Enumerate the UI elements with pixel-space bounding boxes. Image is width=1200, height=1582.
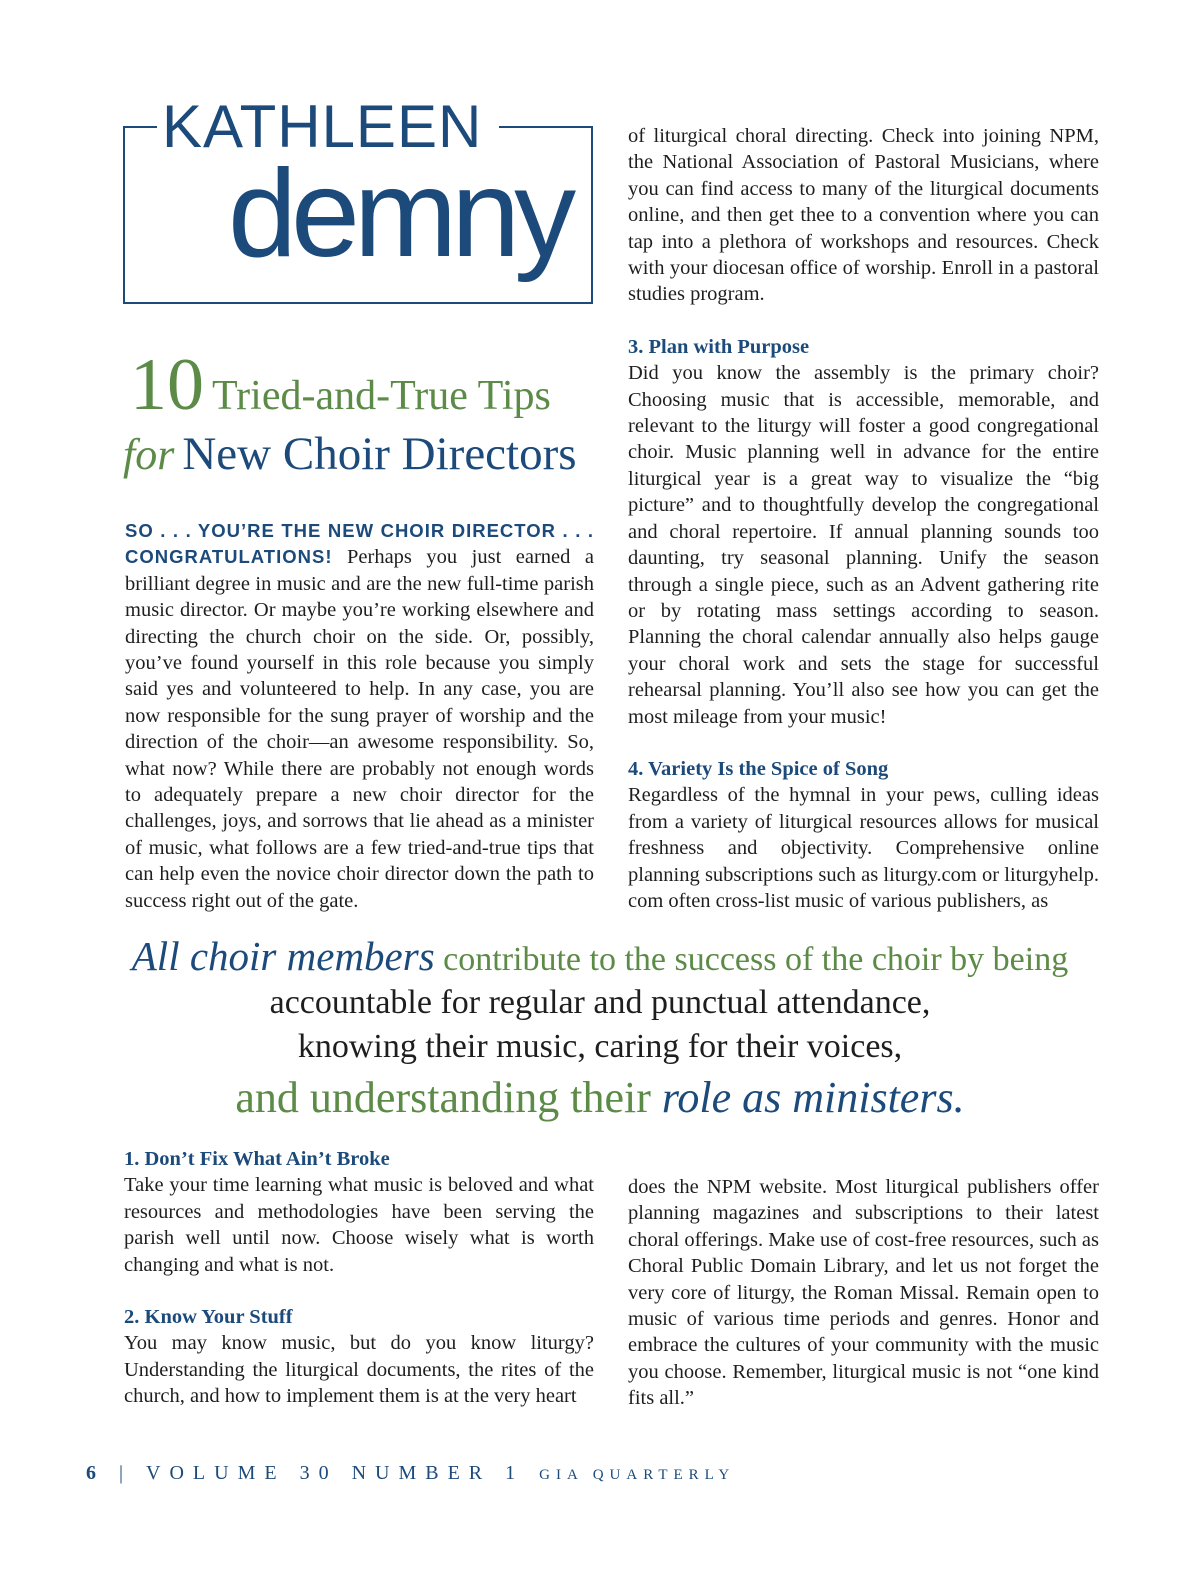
tip3-body: Did you know the assembly is the primary choir? Choosing music that is accessible, memorable, and relevant to the liturgy will foster a good congregational choir. Music planning well in advance for the entire liturgical year is a great way to visualize the “big picture” and to thoughtfully develop the congregational and choral repertoire. If annual planning sounds too daunting, try seasonal planning. Unify the season through a single piece, such as an Advent gathering rite or by rotating mass settings according to season. Planning the choral calendar annually also helps gauge your choral work and sets the stage for successful rehearsal planning. You’ll also see how you can get the most mileage from your music!: [628, 362, 1099, 728]
tip4-continuation: does the NPM website. Most liturgical publishers offer planning magazines and subscriptions to their latest choral offerings. Make use of cost-free resources, such as Choral Public Domain Library, and let us not forget the very core of liturgy, the Roman Missal. Remain open to music of various time periods and genres. Honor and embrace the cultures of your community with the music you choose. Remember, liturgical music is not “one kind fits all.”: [628, 1176, 1099, 1410]
pull-quote-emphasis-end: role as ministers.: [661, 1073, 965, 1122]
frame-top-right-rule: [499, 126, 593, 128]
title-line1-text: Tried-and-True Tips: [212, 373, 551, 419]
author-last-name: demny: [228, 145, 571, 283]
right-column-bottom: [628, 1174, 1099, 1412]
footer-separator: |: [119, 1462, 124, 1484]
author-first-name: KATHLEEN: [162, 93, 483, 160]
pull-quote-emphasis-start: All choir members: [131, 933, 435, 979]
tip2-heading: 2. Know Your Stuff: [124, 1306, 293, 1329]
frame-top-left-rule: [123, 126, 157, 128]
intro-lead: SO . . . YOU’RE THE NEW CHOIR DIRECTOR . . . CONGRATULATIONS!: [125, 520, 594, 568]
pull-quote-line2: accountable for regular and punctual attendance,: [269, 984, 931, 1021]
pull-quote-line1-text: contribute to the success of the choir by being: [443, 941, 1069, 978]
intro-body: Perhaps you just earned a brilliant degree in music and are the new full-time parish music director. Or maybe you’re working elsewhere and directing the church choir on the side. Or, possibly, you’ve found yourself in this role because you simply said yes and volunteered to help. In any case, you are now responsible for the sung prayer of worship and the direction of the choir—an awesome responsibility. So, what now? While there are probably not enough words to adequately prepare a new choir director for the challenges, joys, and sorrows that lie ahead as a minister of music, what follows are a few tried-and-true tips that can help even the novice choir director down the path to success right out of the gate.: [125, 546, 594, 912]
pull-quote-line3: knowing their music, caring for their voices,: [297, 1028, 903, 1065]
title-for-word: for: [123, 430, 175, 479]
title-line2-text: New Choir Directors: [182, 428, 577, 480]
tip3-heading: 3. Plan with Purpose: [628, 335, 810, 358]
pull-quote-line4: [60, 1068, 1140, 1128]
article-title-line1: [130, 345, 551, 425]
tip4-heading: 4. Variety Is the Spice of Song: [628, 757, 889, 780]
footer-volume: VOLUME 30 NUMBER 1: [146, 1462, 525, 1484]
footer-publication: GIA QUARTERLY: [539, 1467, 736, 1483]
tip2-body: You may know music, but do you know liturgy? Understanding the liturgical documents, the rites of the church, and how to implement them is at the very heart: [124, 1332, 594, 1408]
pull-quote-line1: [60, 928, 1140, 988]
article-title-line2: [123, 424, 577, 488]
title-number: 10: [130, 344, 204, 426]
page-number: 6: [86, 1462, 96, 1484]
tip1-heading: 1. Don’t Fix What Ain’t Broke: [124, 1148, 390, 1170]
right-column-top: [628, 123, 1099, 914]
page-footer: [86, 1462, 735, 1485]
pull-quote-line4-text: and understanding their: [235, 1073, 651, 1122]
left-column-bottom: [124, 1146, 594, 1410]
tip1-body: Take your time learning what music is beloved and what resources and methodologies have been serving the parish well until now. Choose wisely what is worth changing and what is not.: [124, 1174, 594, 1276]
tip2-continuation: of liturgical choral directing. Check into joining NPM, the National Association of Pastoral Musicians, where you can find access to many of the liturgical documents online, and then get thee to a convention where you can tap into a plethora of workshops and resources. Check with your diocesan office of worship. Enroll in a pastoral studies program.: [628, 125, 1099, 306]
intro-paragraph: [125, 518, 594, 914]
intro-column: [125, 518, 594, 914]
tip4-body: Regardless of the hymnal in your pews, culling ideas from a variety of liturgical resources allows for musical freshness and objectivity. Comprehensive online planning subscriptions such as liturgy.com or liturgyhelp. com often cross-list music of various publishers, as: [628, 784, 1099, 912]
